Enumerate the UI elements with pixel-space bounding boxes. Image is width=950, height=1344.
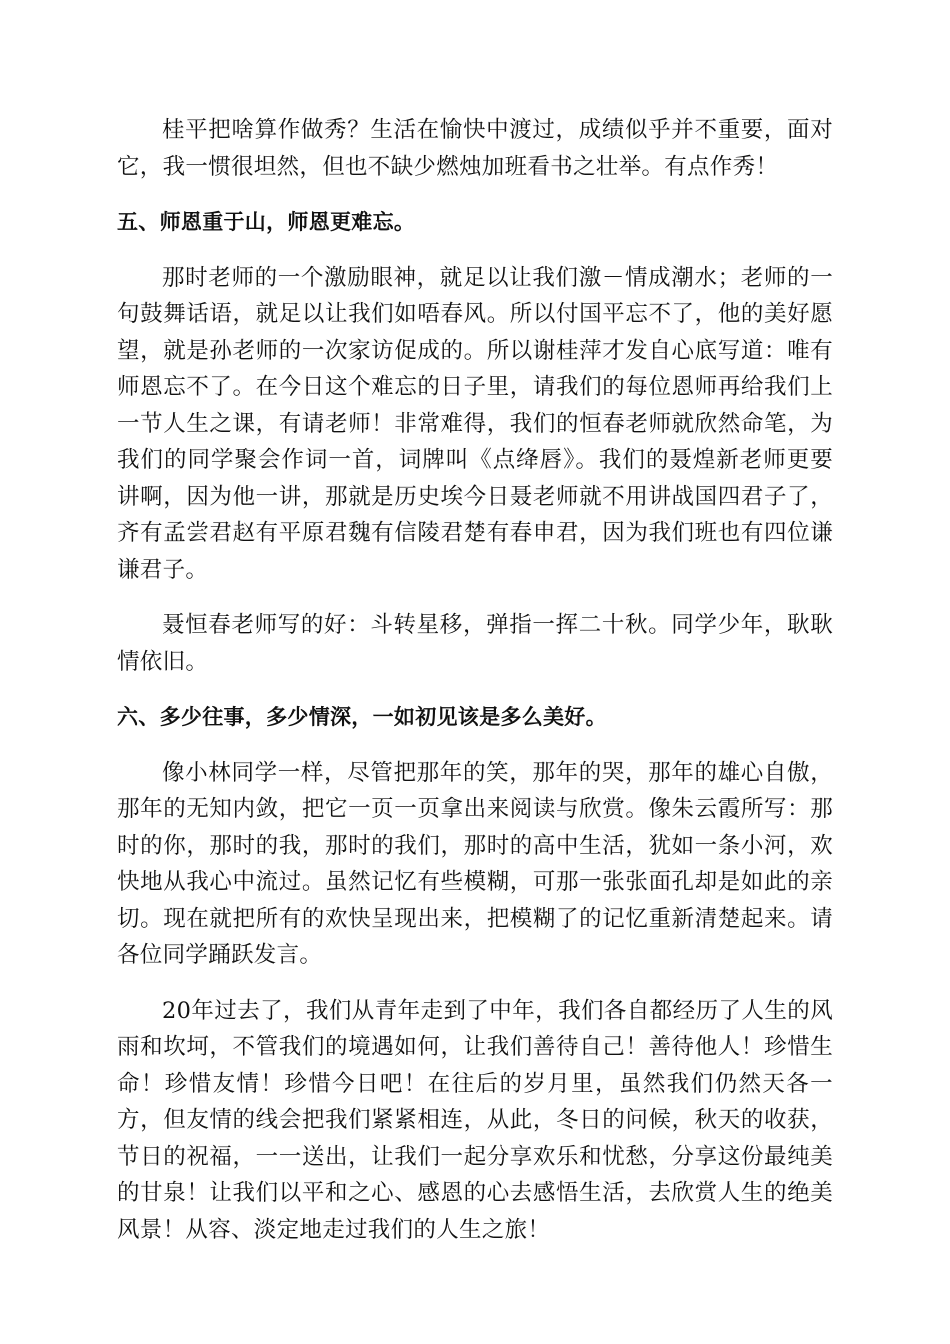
- paragraph-memories: 像小林同学一样，尽管把那年的笑，那年的哭，那年的雄心自傲，那年的无知内敛，把它一页一页拿出来阅读与欣赏。像朱云霞所写：那时的你，那时的我，那时的我们，那时的高中生活，犹如一条小河，欢快地从我心中流过。虽然记忆有些模糊，可那一张张面孔却是如此的亲切。现在就把所有的欢快呈现出来，把模糊了的记忆重新清楚起来。请各位同学踊跃发言。: [117, 759, 833, 968]
- paragraph-teacher-gratitude: 那时老师的一个激励眼神，就足以让我们激－情成潮水；老师的一句鼓舞话语，就足以让我们如唔春风。所以付国平忘不了，他的美好愿望，就是孙老师的一次家访促成的。所以谢桂萍才发自心底写道：唯有师恩忘不了。在今日这个难忘的日子里，请我们的每位恩师再给我们上一节人生之课，有请老师！非常难得，我们的恒春老师就欣然命笔，为我们的同学聚会作词一首，词牌叫《点绛唇》。我们的聂煌新老师更要讲啊，因为他一讲，那就是历史埃今日聂老师就不用讲战国四君子了，齐有孟尝君赵有平原君魏有信陵君楚有春申君，因为我们班也有四位谦谦君子。: [117, 264, 833, 583]
- paragraph-zuoxiu: 桂平把啥算作做秀？生活在愉快中渡过，成绩似乎并不重要，面对它，我一惯很坦然，但也不缺少燃烛加班看书之壮举。有点作秀！: [117, 117, 833, 180]
- paragraph-twenty-years: 20年过去了，我们从青年走到了中年，我们各自都经历了人生的风雨和坎坷，不管我们的境遇如何，让我们善待自己！善待他人！珍惜生命！珍惜友情！珍惜今日吧！在往后的岁月里，虽然我们仍然天各一方，但友情的线会把我们紧紧相连，从此，冬日的问候，秋天的收获，节日的祝福，一一送出，让我们一起分享欢乐和忧愁，分享这份最纯美的甘泉！让我们以平和之心、感恩的心去感悟生活，去欣赏人生的绝美风景！从容、淡定地走过我们的人生之旅！: [117, 997, 833, 1243]
- document-page: [117, 112, 833, 1267]
- paragraph-nie-hengchun-poem: 聂恒春老师写的好：斗转星移，弹指一挥二十秋。同学少年，耿耿情依旧。: [117, 612, 833, 675]
- section-heading-5: 五、师恩重于山，师恩更难忘。: [117, 210, 416, 234]
- section-heading-6: 六、多少往事，多少情深，一如初见该是多么美好。: [117, 705, 607, 729]
